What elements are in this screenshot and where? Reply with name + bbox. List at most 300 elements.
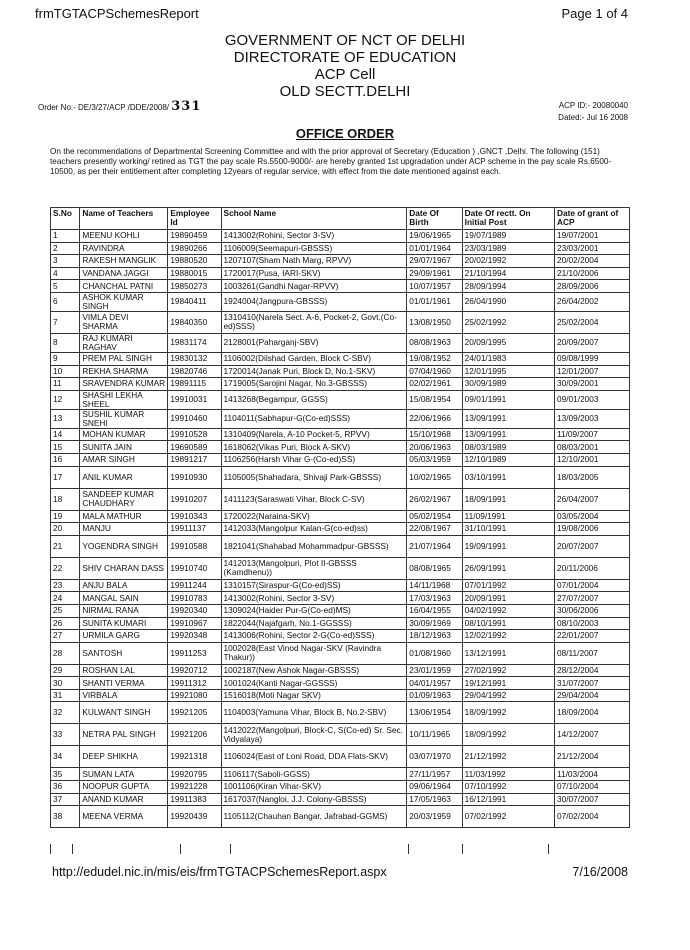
cell-date-of-acp: 19/08/2006 bbox=[555, 523, 630, 536]
footer-date: 7/16/2008 bbox=[572, 865, 628, 879]
cell-date-of-recruitment: 04/02/1992 bbox=[462, 604, 554, 617]
cell-date-of-recruitment: 20/09/1991 bbox=[462, 592, 554, 605]
cell-date-of-recruitment: 12/02/1992 bbox=[462, 630, 554, 643]
cell-employee-id: 19910930 bbox=[168, 466, 221, 488]
cell-date-of-birth: 13/06/1954 bbox=[407, 702, 462, 724]
cell-employee-id: 19890266 bbox=[168, 242, 221, 255]
cell-date-of-acp: 30/06/2006 bbox=[555, 604, 630, 617]
cell-date-of-birth: 07/04/1960 bbox=[407, 365, 462, 378]
cell-teacher-name: ANIL KUMAR bbox=[80, 466, 168, 488]
cell-school-name: 1001106(Kiran Vihar-SKV) bbox=[221, 781, 407, 794]
table-row bbox=[51, 510, 630, 523]
cell-teacher-name: SHIV CHARAN DASS bbox=[80, 557, 168, 579]
cell-sno: 20 bbox=[51, 523, 80, 536]
table-row bbox=[51, 630, 630, 643]
cell-date-of-acp: 30/09/2001 bbox=[555, 378, 630, 391]
cell-teacher-name: SUMAN LATA bbox=[80, 768, 168, 781]
cell-sno: 28 bbox=[51, 642, 80, 664]
cell-teacher-name: RAKESH MANGLIK bbox=[80, 255, 168, 268]
cell-date-of-recruitment: 26/04/1990 bbox=[462, 292, 554, 311]
cell-date-of-acp: 11/09/2007 bbox=[555, 428, 630, 441]
cell-school-name: 1413002(Rohini, Sector 3-SV) bbox=[221, 592, 407, 605]
table-row bbox=[51, 333, 630, 352]
cell-school-name: 1106117(Saboli-GGSS) bbox=[221, 768, 407, 781]
table-row bbox=[51, 409, 630, 428]
cell-sno: 7 bbox=[51, 311, 80, 333]
cell-sno: 24 bbox=[51, 592, 80, 605]
cell-date-of-acp: 08/11/2007 bbox=[555, 642, 630, 664]
cell-school-name: 1002187(New Ashok Nagar-GBSSS) bbox=[221, 664, 407, 677]
cell-date-of-acp: 07/10/2004 bbox=[555, 781, 630, 794]
table-body bbox=[51, 230, 630, 828]
cell-date-of-birth: 19/08/1952 bbox=[407, 352, 462, 365]
cell-employee-id: 19910207 bbox=[168, 488, 221, 510]
cell-employee-id: 19910588 bbox=[168, 535, 221, 557]
table-row bbox=[51, 280, 630, 293]
table-row bbox=[51, 664, 630, 677]
letterhead bbox=[0, 32, 690, 100]
cell-employee-id: 19911244 bbox=[168, 579, 221, 592]
page-indicator: Page 1 of 4 bbox=[561, 6, 628, 21]
cell-employee-id: 19690589 bbox=[168, 441, 221, 454]
cell-date-of-birth: 01/01/1964 bbox=[407, 242, 462, 255]
cell-date-of-acp: 31/07/2007 bbox=[555, 677, 630, 690]
cell-date-of-acp: 22/01/2007 bbox=[555, 630, 630, 643]
cell-date-of-acp: 07/01/2004 bbox=[555, 579, 630, 592]
cell-school-name: 1719005(Sarojini Nagar, No.3-GBSSS) bbox=[221, 378, 407, 391]
table-continuation-line bbox=[408, 844, 409, 854]
cell-school-name: 1617037(Nangloi, J.J. Colony-GBSSS) bbox=[221, 793, 407, 806]
cell-date-of-birth: 18/12/1963 bbox=[407, 630, 462, 643]
col-name: Name of Teachers bbox=[80, 208, 168, 230]
col-date-of-recruitment: Date Of rectt. On Initial Post bbox=[462, 208, 554, 230]
table-continuation-line bbox=[548, 844, 549, 854]
table-row bbox=[51, 579, 630, 592]
cell-date-of-recruitment: 12/01/1995 bbox=[462, 365, 554, 378]
table-row bbox=[51, 488, 630, 510]
cell-date-of-birth: 13/08/1950 bbox=[407, 311, 462, 333]
cell-date-of-recruitment: 07/10/1992 bbox=[462, 781, 554, 794]
office-order-heading: OFFICE ORDER bbox=[295, 126, 395, 141]
cell-date-of-recruitment: 20/09/1995 bbox=[462, 333, 554, 352]
cell-teacher-name: SANDEEP KUMAR CHAUDHARY bbox=[80, 488, 168, 510]
cell-sno: 27 bbox=[51, 630, 80, 643]
cell-employee-id: 19840350 bbox=[168, 311, 221, 333]
cell-sno: 9 bbox=[51, 352, 80, 365]
cell-school-name: 1106256(Harsh Vihar G-(Co-ed)SS) bbox=[221, 453, 407, 466]
col-school-name: School Name bbox=[221, 208, 407, 230]
cell-date-of-birth: 15/08/1954 bbox=[407, 390, 462, 409]
cell-school-name: 1720022(Naraina-SKV) bbox=[221, 510, 407, 523]
cell-sno: 17 bbox=[51, 466, 80, 488]
cell-employee-id: 19910343 bbox=[168, 510, 221, 523]
cell-date-of-recruitment: 19/09/1991 bbox=[462, 535, 554, 557]
cell-teacher-name: SHANTI VERMA bbox=[80, 677, 168, 690]
cell-date-of-acp: 28/12/2004 bbox=[555, 664, 630, 677]
cell-teacher-name: ASHOK KUMAR SINGH bbox=[80, 292, 168, 311]
cell-teacher-name: ANAND KUMAR bbox=[80, 793, 168, 806]
cell-date-of-birth: 17/05/1963 bbox=[407, 793, 462, 806]
cell-teacher-name: AMAR SINGH bbox=[80, 453, 168, 466]
table-row bbox=[51, 255, 630, 268]
cell-date-of-acp: 27/07/2007 bbox=[555, 592, 630, 605]
cell-date-of-acp: 28/09/2006 bbox=[555, 280, 630, 293]
cell-date-of-recruitment: 13/09/1991 bbox=[462, 428, 554, 441]
order-number-text: Order No:- DE/3/27/ACP /DDE/2008/ bbox=[38, 103, 170, 112]
table-row bbox=[51, 557, 630, 579]
cell-date-of-recruitment: 28/09/1994 bbox=[462, 280, 554, 293]
table-continuation-line bbox=[462, 844, 463, 854]
cell-teacher-name: SANTOSH bbox=[80, 642, 168, 664]
cell-date-of-recruitment: 30/09/1989 bbox=[462, 378, 554, 391]
cell-employee-id: 19910967 bbox=[168, 617, 221, 630]
cell-employee-id: 19920712 bbox=[168, 664, 221, 677]
cell-teacher-name: SUSHIL KUMAR SNEHI bbox=[80, 409, 168, 428]
cell-date-of-recruitment: 23/03/1989 bbox=[462, 242, 554, 255]
cell-date-of-birth: 10/07/1957 bbox=[407, 280, 462, 293]
cell-school-name: 1822044(Najafgarh, No.1-GGSSS) bbox=[221, 617, 407, 630]
table-row bbox=[51, 428, 630, 441]
cell-employee-id: 19890459 bbox=[168, 230, 221, 243]
cell-teacher-name: SUNITA KUMARI bbox=[80, 617, 168, 630]
table-row bbox=[51, 793, 630, 806]
cell-date-of-acp: 20/11/2006 bbox=[555, 557, 630, 579]
order-number bbox=[38, 99, 201, 114]
table-row bbox=[51, 702, 630, 724]
cell-date-of-birth: 08/08/1963 bbox=[407, 333, 462, 352]
cell-sno: 6 bbox=[51, 292, 80, 311]
cell-date-of-birth: 20/06/1963 bbox=[407, 441, 462, 454]
cell-employee-id: 19920340 bbox=[168, 604, 221, 617]
cell-teacher-name: REKHA SHARMA bbox=[80, 365, 168, 378]
cell-date-of-recruitment: 25/02/1992 bbox=[462, 311, 554, 333]
cell-employee-id: 19910528 bbox=[168, 428, 221, 441]
cell-date-of-acp: 12/10/2001 bbox=[555, 453, 630, 466]
cell-date-of-acp: 14/12/2007 bbox=[555, 724, 630, 746]
col-date-of-birth: Date Of Birth bbox=[407, 208, 462, 230]
cell-sno: 37 bbox=[51, 793, 80, 806]
cell-sno: 14 bbox=[51, 428, 80, 441]
cell-school-name: 1106009(Seemapuri-GBSSS) bbox=[221, 242, 407, 255]
cell-employee-id: 19921228 bbox=[168, 781, 221, 794]
cell-school-name: 1104011(Sabhapur-G(Co-ed)SSS) bbox=[221, 409, 407, 428]
cell-school-name: 1516018(Moti Nagar SKV) bbox=[221, 689, 407, 702]
cell-date-of-birth: 16/04/1955 bbox=[407, 604, 462, 617]
col-employee-id: Employee Id bbox=[168, 208, 221, 230]
cell-date-of-birth: 30/09/1969 bbox=[407, 617, 462, 630]
cell-employee-id: 19880015 bbox=[168, 267, 221, 280]
cell-school-name: 1106002(Dilshad Garden, Block C-SBV) bbox=[221, 352, 407, 365]
cell-date-of-acp: 09/01/2003 bbox=[555, 390, 630, 409]
cell-teacher-name: MEENU KOHLI bbox=[80, 230, 168, 243]
cell-school-name: 1412033(Mangolpur Kalan-G(co-ed)ss) bbox=[221, 523, 407, 536]
cell-date-of-acp: 21/10/2006 bbox=[555, 267, 630, 280]
col-sno: S.No bbox=[51, 208, 80, 230]
cell-employee-id: 19920348 bbox=[168, 630, 221, 643]
cell-teacher-name: KULWANT SINGH bbox=[80, 702, 168, 724]
table-row bbox=[51, 746, 630, 768]
cell-sno: 2 bbox=[51, 242, 80, 255]
cell-date-of-recruitment: 18/09/1992 bbox=[462, 702, 554, 724]
cell-school-name: 1618062(Vikas Puri, Block A-SKV) bbox=[221, 441, 407, 454]
cell-date-of-birth: 15/10/1968 bbox=[407, 428, 462, 441]
cell-employee-id: 19920795 bbox=[168, 768, 221, 781]
cell-date-of-birth: 21/07/1964 bbox=[407, 535, 462, 557]
cell-date-of-acp: 18/03/2005 bbox=[555, 466, 630, 488]
table-row bbox=[51, 642, 630, 664]
cell-school-name: 1310409(Narela, A-10 Pocket-5, RPVV) bbox=[221, 428, 407, 441]
table-row bbox=[51, 617, 630, 630]
cell-teacher-name: NETRA PAL SINGH bbox=[80, 724, 168, 746]
cell-school-name: 1002028(East Vinod Nagar-SKV (Ravindra Thakur)) bbox=[221, 642, 407, 664]
cell-school-name: 1309024(Haider Pur-G(Co-ed)MS) bbox=[221, 604, 407, 617]
cell-date-of-recruitment: 27/02/1992 bbox=[462, 664, 554, 677]
cell-school-name: 1412013(Mangolpuri, Plot II-GBSSS (Kamdhenu)) bbox=[221, 557, 407, 579]
cell-teacher-name: CHANCHAL PATNI bbox=[80, 280, 168, 293]
cell-date-of-recruitment: 07/02/1992 bbox=[462, 806, 554, 828]
cell-date-of-acp: 20/02/2004 bbox=[555, 255, 630, 268]
cell-school-name: 1001024(Kanti Nagar-GGSSS) bbox=[221, 677, 407, 690]
cell-date-of-birth: 17/03/1963 bbox=[407, 592, 462, 605]
cell-sno: 11 bbox=[51, 378, 80, 391]
cell-date-of-acp: 19/07/2001 bbox=[555, 230, 630, 243]
cell-school-name: 1720014(Janak Puri, Block D, No.1-SKV) bbox=[221, 365, 407, 378]
cell-school-name: 1003261(Gandhi Nagar-RPVV) bbox=[221, 280, 407, 293]
cell-sno: 1 bbox=[51, 230, 80, 243]
cell-date-of-recruitment: 24/01/1983 bbox=[462, 352, 554, 365]
order-date: Dated:- Jul 16 2008 bbox=[558, 113, 628, 122]
cell-date-of-acp: 30/07/2007 bbox=[555, 793, 630, 806]
cell-employee-id: 19910460 bbox=[168, 409, 221, 428]
cell-date-of-recruitment: 19/07/1989 bbox=[462, 230, 554, 243]
cell-date-of-recruitment: 18/09/1991 bbox=[462, 488, 554, 510]
cell-date-of-birth: 22/06/1966 bbox=[407, 409, 462, 428]
footer-url: http://edudel.nic.in/mis/eis/frmTGTACPSchemesReport.aspx bbox=[52, 865, 387, 879]
acp-id-block bbox=[558, 100, 628, 124]
cell-sno: 23 bbox=[51, 579, 80, 592]
cell-date-of-recruitment: 20/02/1992 bbox=[462, 255, 554, 268]
table-row bbox=[51, 768, 630, 781]
cell-date-of-recruitment: 18/09/1992 bbox=[462, 724, 554, 746]
letterhead-cell: ACP Cell bbox=[314, 66, 376, 83]
table-row bbox=[51, 390, 630, 409]
table-row bbox=[51, 242, 630, 255]
cell-date-of-birth: 22/08/1967 bbox=[407, 523, 462, 536]
cell-school-name: 1413268(Begampur, GGSS) bbox=[221, 390, 407, 409]
table-row bbox=[51, 781, 630, 794]
cell-date-of-recruitment: 13/12/1991 bbox=[462, 642, 554, 664]
cell-employee-id: 19910740 bbox=[168, 557, 221, 579]
cell-employee-id: 19891115 bbox=[168, 378, 221, 391]
cell-date-of-birth: 10/11/1965 bbox=[407, 724, 462, 746]
table-row bbox=[51, 535, 630, 557]
cell-teacher-name: URMILA GARG bbox=[80, 630, 168, 643]
cell-school-name: 1105112(Chauhan Bangar, Jafrabad-GGMS) bbox=[221, 806, 407, 828]
cell-teacher-name: ANJU BALA bbox=[80, 579, 168, 592]
table-row bbox=[51, 352, 630, 365]
table-row bbox=[51, 378, 630, 391]
cell-date-of-acp: 26/04/2002 bbox=[555, 292, 630, 311]
cell-employee-id: 19911312 bbox=[168, 677, 221, 690]
cell-school-name: 1310157(Siraspur-G(Co-ed)SS) bbox=[221, 579, 407, 592]
table-row bbox=[51, 267, 630, 280]
cell-sno: 36 bbox=[51, 781, 80, 794]
cell-date-of-recruitment: 29/04/1992 bbox=[462, 689, 554, 702]
cell-teacher-name: VIRBALA bbox=[80, 689, 168, 702]
cell-employee-id: 19820746 bbox=[168, 365, 221, 378]
cell-sno: 32 bbox=[51, 702, 80, 724]
teachers-table bbox=[50, 207, 630, 828]
cell-date-of-recruitment: 13/09/1991 bbox=[462, 409, 554, 428]
cell-teacher-name: ROSHAN LAL bbox=[80, 664, 168, 677]
cell-employee-id: 19850273 bbox=[168, 280, 221, 293]
cell-date-of-recruitment: 21/12/1992 bbox=[462, 746, 554, 768]
cell-date-of-birth: 27/11/1957 bbox=[407, 768, 462, 781]
cell-teacher-name: YOGENDRA SINGH bbox=[80, 535, 168, 557]
cell-teacher-name: RAJ KUMARI RAGHAV bbox=[80, 333, 168, 352]
cell-sno: 29 bbox=[51, 664, 80, 677]
cell-date-of-birth: 19/06/1965 bbox=[407, 230, 462, 243]
cell-teacher-name: MOHAN KUMAR bbox=[80, 428, 168, 441]
cell-sno: 19 bbox=[51, 510, 80, 523]
cell-date-of-acp: 21/12/2004 bbox=[555, 746, 630, 768]
letterhead-directorate: DIRECTORATE OF EDUCATION bbox=[233, 49, 457, 66]
cell-date-of-acp: 13/09/2003 bbox=[555, 409, 630, 428]
cell-sno: 26 bbox=[51, 617, 80, 630]
cell-employee-id: 19840411 bbox=[168, 292, 221, 311]
cell-teacher-name: VANDANA JAGGI bbox=[80, 267, 168, 280]
table-continuation-line bbox=[230, 844, 231, 854]
cell-date-of-recruitment: 09/01/1991 bbox=[462, 390, 554, 409]
cell-date-of-recruitment: 12/10/1989 bbox=[462, 453, 554, 466]
cell-date-of-recruitment: 08/03/1989 bbox=[462, 441, 554, 454]
cell-date-of-acp: 18/09/2004 bbox=[555, 702, 630, 724]
cell-school-name: 1924004(Jangpura-GBSSS) bbox=[221, 292, 407, 311]
cell-school-name: 1104003(Yamuna Vihar, Block B, No.2-SBV) bbox=[221, 702, 407, 724]
cell-date-of-acp: 20/09/2007 bbox=[555, 333, 630, 352]
cell-sno: 5 bbox=[51, 280, 80, 293]
cell-date-of-acp: 23/03/2001 bbox=[555, 242, 630, 255]
cell-sno: 25 bbox=[51, 604, 80, 617]
cell-sno: 3 bbox=[51, 255, 80, 268]
cell-teacher-name: MEENA VERMA bbox=[80, 806, 168, 828]
cell-employee-id: 19891217 bbox=[168, 453, 221, 466]
cell-date-of-birth: 10/02/1965 bbox=[407, 466, 462, 488]
cell-date-of-acp: 20/07/2007 bbox=[555, 535, 630, 557]
cell-date-of-birth: 05/02/1954 bbox=[407, 510, 462, 523]
cell-employee-id: 19921318 bbox=[168, 746, 221, 768]
cell-school-name: 1412022(Mangolpuri, Block-C, S(Co-ed) Sr. Sec. Vidyalaya) bbox=[221, 724, 407, 746]
cell-sno: 15 bbox=[51, 441, 80, 454]
cell-date-of-birth: 05/03/1959 bbox=[407, 453, 462, 466]
cell-sno: 10 bbox=[51, 365, 80, 378]
cell-date-of-recruitment: 21/10/1994 bbox=[462, 267, 554, 280]
cell-date-of-acp: 11/03/2004 bbox=[555, 768, 630, 781]
cell-employee-id: 19831174 bbox=[168, 333, 221, 352]
cell-date-of-birth: 23/01/1959 bbox=[407, 664, 462, 677]
cell-sno: 33 bbox=[51, 724, 80, 746]
cell-date-of-acp: 08/03/2001 bbox=[555, 441, 630, 454]
cell-date-of-acp: 09/08/1999 bbox=[555, 352, 630, 365]
col-date-of-acp: Date of grant of ACP bbox=[555, 208, 630, 230]
cell-sno: 31 bbox=[51, 689, 80, 702]
table-row bbox=[51, 689, 630, 702]
cell-sno: 30 bbox=[51, 677, 80, 690]
table-row bbox=[51, 592, 630, 605]
cell-employee-id: 19911137 bbox=[168, 523, 221, 536]
cell-date-of-recruitment: 07/01/1992 bbox=[462, 579, 554, 592]
table-row bbox=[51, 292, 630, 311]
table-row bbox=[51, 724, 630, 746]
cell-school-name: 1106024(East of Loni Road, DDA Flats-SKV) bbox=[221, 746, 407, 768]
table-row bbox=[51, 523, 630, 536]
cell-date-of-birth: 04/01/1957 bbox=[407, 677, 462, 690]
cell-teacher-name: MANGAL SAIN bbox=[80, 592, 168, 605]
table-row bbox=[51, 677, 630, 690]
cell-sno: 16 bbox=[51, 453, 80, 466]
handwritten-order-number: 331 bbox=[171, 99, 202, 114]
cell-date-of-recruitment: 16/12/1991 bbox=[462, 793, 554, 806]
cell-date-of-birth: 01/09/1963 bbox=[407, 689, 462, 702]
cell-date-of-recruitment: 19/12/1991 bbox=[462, 677, 554, 690]
cell-date-of-acp: 25/02/2004 bbox=[555, 311, 630, 333]
cell-employee-id: 19830132 bbox=[168, 352, 221, 365]
cell-employee-id: 19921206 bbox=[168, 724, 221, 746]
cell-date-of-recruitment: 11/09/1991 bbox=[462, 510, 554, 523]
cell-date-of-acp: 07/02/2004 bbox=[555, 806, 630, 828]
table-row bbox=[51, 230, 630, 243]
table-continuation-line bbox=[50, 844, 51, 854]
cell-teacher-name: NOOPUR GUPTA bbox=[80, 781, 168, 794]
cell-school-name: 1105005(Shahadara, Shivaji Park-GBSSS) bbox=[221, 466, 407, 488]
cell-sno: 8 bbox=[51, 333, 80, 352]
cell-teacher-name: SUNITA JAIN bbox=[80, 441, 168, 454]
cell-sno: 12 bbox=[51, 390, 80, 409]
cell-sno: 18 bbox=[51, 488, 80, 510]
table-row bbox=[51, 604, 630, 617]
cell-employee-id: 19920439 bbox=[168, 806, 221, 828]
cell-employee-id: 19921080 bbox=[168, 689, 221, 702]
cell-sno: 22 bbox=[51, 557, 80, 579]
table-row bbox=[51, 466, 630, 488]
cell-teacher-name: MANJU bbox=[80, 523, 168, 536]
cell-employee-id: 19910783 bbox=[168, 592, 221, 605]
cell-school-name: 1310410(Narela Sect. A-6, Pocket-2, Govt.(Co-ed)SSS) bbox=[221, 311, 407, 333]
cell-date-of-recruitment: 11/03/1992 bbox=[462, 768, 554, 781]
cell-sno: 4 bbox=[51, 267, 80, 280]
cell-date-of-recruitment: 08/10/1991 bbox=[462, 617, 554, 630]
cell-school-name: 1413002(Rohini, Sector 3-SV) bbox=[221, 230, 407, 243]
cell-teacher-name: SRAVENDRA KUMAR bbox=[80, 378, 168, 391]
cell-teacher-name: NIRMAL RANA bbox=[80, 604, 168, 617]
report-name: frmTGTACPSchemesReport bbox=[35, 6, 199, 21]
cell-date-of-acp: 26/04/2007 bbox=[555, 488, 630, 510]
cell-date-of-birth: 09/06/1964 bbox=[407, 781, 462, 794]
office-order-paragraph: On the recommendations of Departmental Screening Committee and with the prior approval of Secretary (Education ) ,GNCT ,Delhi. The following (151) teachers presently working/ retired as TGT the pay scale Rs.5500-9000/- are hereby granted 1st upgradation under ACP scheme in the pay scale Rs.6500-10500, as per their entitlement after completing 12years of regular service, with effect from the date mentioned against each. bbox=[50, 147, 612, 176]
cell-date-of-recruitment: 03/10/1991 bbox=[462, 466, 554, 488]
letterhead-government: GOVERNMENT OF NCT OF DELHI bbox=[224, 32, 466, 49]
cell-date-of-birth: 26/02/1967 bbox=[407, 488, 462, 510]
table-row bbox=[51, 311, 630, 333]
cell-employee-id: 19921205 bbox=[168, 702, 221, 724]
cell-school-name: 1207107(Sham Nath Marg, RPVV) bbox=[221, 255, 407, 268]
cell-date-of-birth: 08/08/1965 bbox=[407, 557, 462, 579]
table-row bbox=[51, 365, 630, 378]
table-continuation-line bbox=[180, 844, 181, 854]
cell-employee-id: 19880520 bbox=[168, 255, 221, 268]
cell-teacher-name: SHASHI LEKHA SHEEL bbox=[80, 390, 168, 409]
cell-date-of-birth: 01/08/1960 bbox=[407, 642, 462, 664]
